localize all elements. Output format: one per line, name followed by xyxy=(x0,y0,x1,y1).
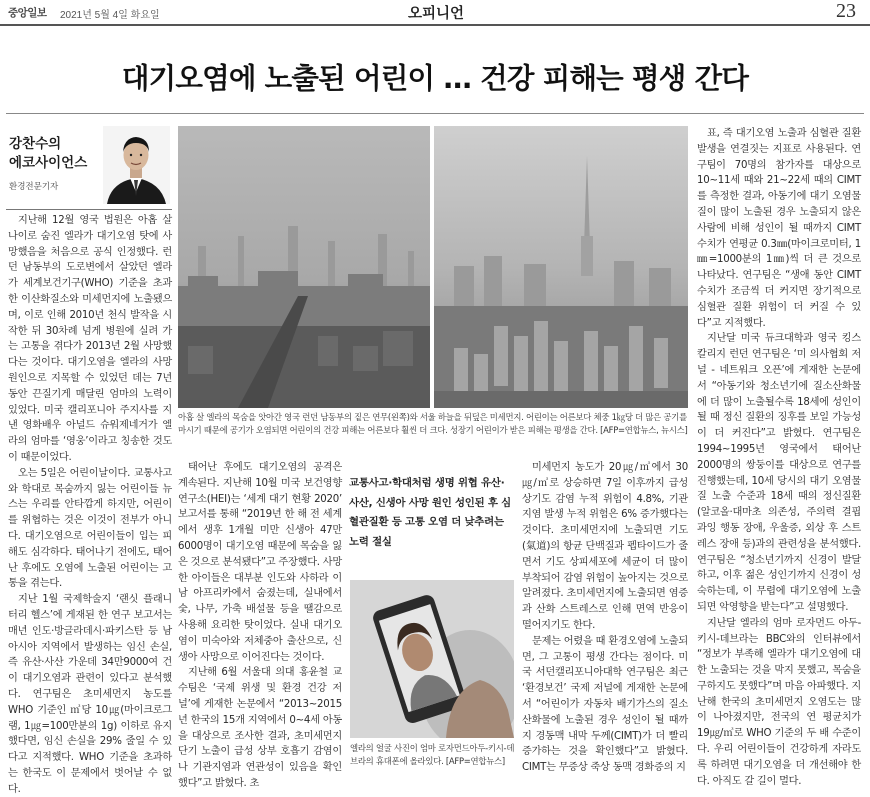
column-name-line1: 강찬수의 xyxy=(9,136,62,152)
column-header-rule xyxy=(6,209,172,210)
headline: 대기오염에 노출된 어린이 … 건강 피해는 평생 간다 xyxy=(121,62,749,95)
paragraph: 지난 1월 국제학술지 ‘랜싯 플래니터리 헬스’에 게재된 한 연구 보고서는 매년 인도·방글라데시·파키스탄 등 남아시아 지역에서 발생하는 임신 손실, 즉 유산·사산 가운데 34만9000여 건이 대기오염과 관련이 있다고 분석했다. 연구팀은 초미세먼지 농도를 WHO 기준인 ㎥당 10㎍(마이크로그램, 1㎍=100만분의 1g) 이하로 유지했다면, 임신 손실을 29% 줄일 수 있다고 지적했다. WHO 기준을 초과하는 한국도 이 문제에서 벗어날 수 없다. xyxy=(8,594,172,795)
paragraph: 지난달 엘라의 엄마 로자먼드 아두-키시-데브라는 BBC와의 인터뷰에서 “정보가 부족해 엘라가 대기오염에 대한 노출되는 것을 막지 못했고, 목숨을 구하지도 못했다”며 마음 아파했다. 지난해 한국의 초미세먼지 오염도는 많이 나아졌지만, 전국의 연 평균치가 19㎍/㎥로 WHO 기준의 두 배 수준이다. 우리 어린이들이 건강하게 자라도록 하려면 대기오염을 더 개선해야 한다. 아직도 갈 길이 멀다. xyxy=(697,617,861,787)
hazy-seoul-skyline-photo xyxy=(434,126,688,408)
section-title: 오피니언 xyxy=(408,6,465,22)
paragraph: 지난달 미국 듀크대학과 영국 킹스칼리지 런던 연구팀은 ‘미 의사협회 저널 - 네트워크 오픈’에 게재한 논문에서 “아동기와 청소년기에 질소산화물에 더 많이 노출될수록 18세에 성인이 될 때 정신 질환의 징후를 보일 가능성이 더 커진다”고 밝혔다. 연구팀은 1994~1995년 영국에서 태어난 2000명의 쌍둥이를 대상으로 연구를 진행했는데, 10세 당시의 대기 오염물질 노출 수준과 18세 때의 정신질환(알코올·대마초 의존성, 주의력 결핍 과잉 행동 장애, 우울증, 외상 후 스트레스 장애 등)과의 관련성을 분석했다. 연구팀은 “청소년기까지 신경이 발달하고, 이후 젊은 성인기까지 신경이 성숙하는데, 이 무렵에 대기오염에 노출되면 악영향을 받는다”고 설명했다. xyxy=(697,333,861,613)
photo-caption: 엘라의 얼굴 사진이 엄마 로자먼드아두-키시-데브라의 휴대폰에 올라있다. [AFP=연합뉴스] xyxy=(350,743,515,766)
hazy-london-skyline-photo xyxy=(178,126,430,408)
paragraph: 표, 즉 대기오염 노출과 심혈관 질환 발생을 연결짓는 지표로 사용된다. 연구팀이 70명의 참가자를 대상으로 10~11세 때와 21~22세 때의 CIMT를 측정한 결과, 아동기에 대기 오염물질이 많이 노출된 경우 노출되지 않은 사람에 비해 성인이 될 때까지 CIMT 수치가 연평균 0.3㎜(마이크로미터, 1㎜=1000분의 1㎜)씩 더 큰 것으로 나타났다. 연구팀은 “생애 동안 CIMT 수치가 조금씩 더 커지면 장기적으로 심혈관 질환 위험이 더 커질 수 있다”고 지적했다. xyxy=(697,128,861,329)
phone-with-portrait-photo xyxy=(350,580,514,738)
article-column-1 xyxy=(8,213,172,797)
columnist-role: 환경전문기자 xyxy=(9,182,59,192)
paragraph: 태어난 후에도 대기오염의 공격은 계속된다. 지난해 10월 미국 보건영향연구소(HEI)는 ‘세계 대기 현황 2020’ 보고서를 통해 “2019년 한 해 전 세계에서 생후 1개월 미만 신생아 47만6000명이 대기오염 때문에 목숨을 잃은 것으로 분석됐다”고 주장했다. 사망한 아이들은 대부분 인도와 사하라 이남 아프리카에서 숨졌는데, 실내에서 숯, 나무, 가축 배설물 등을 땔감으로 사용해 요리한 탓이었다. 실내 대기오염이 미숙아와 저체중아 출산으로, 신생아 사망으로 이어진다는 것이다. xyxy=(178,462,342,663)
newspaper-logo: 중앙일보 xyxy=(8,7,47,19)
paragraph: 문제는 어렸을 때 환경오염에 노출되면, 그 고통이 평생 간다는 점이다. 미국 서던캘리포니아대학 연구팀은 최근 ‘환경보건’ 국제 저널에 게재한 논문에서 “어린이가 자동차 배기가스의 질소산화물에 노출된 경우 성인이 될 때까지 경동맥 내막 두께(CIMT)가 더 빨리 증가하는 것을 확인했다”고 밝혔다. CIMT는 무증상 죽상 동맥 경화증의 지 xyxy=(522,635,688,774)
paragraph: 미세먼지 농도가 20㎍/㎥에서 30㎍/㎥로 상승하면 7일 이후까지 급성 상기도 감염 누적 위험이 4.8%, 기관지염 발생 누적 위험은 6% 증가했다는 것이다. 초미세먼지에 노출되면 기도(氣道)의 항균 단백질과 펩타이드가 줄면서 기도 상피세포에 세균이 더 많이 부착되어 감염 위험이 높아지는 것으로 알려졌다. 초미세먼지에 노출되면 염증과 산화 스트레스로 인해 면역 반응이 떨어지기도 한다. xyxy=(522,462,688,631)
top-rule xyxy=(0,24,870,26)
issue-date: 2021년 5월 4일 화요일 xyxy=(60,10,160,21)
paragraph: 지난해 12월 영국 법원은 아홉 살 나이로 숨진 엘라가 대기오염 탓에 사망했음을 처음으로 공식 인정했다. 런던 남동부의 도로변에서 살았던 엘라가 세계보건기구(WHO) 기준을 초과한 이산화질소와 미세먼지에 노출됐으며, 이로 인해 2010년 천식 발작을 시작한 뒤 30차례 넘게 병원에 실려 가는 고통을 겪다가 2013년 2월 사망했다는 것이다. 대기오염을 엘라의 사망 원인으로 지목할 수 있었던 데는 7년 동안 끈질기게 매달린 엄마의 노력이 있었다. 미국 캘리포니아 주지사를 지낸 영화배우 아널드 슈워제네거가 엘라의 엄마를 ‘영웅’이라고 칭송한 것도 이 때문이었다. xyxy=(8,215,172,463)
article-column-3 xyxy=(522,460,688,776)
column-name-line2: 에코사이언스 xyxy=(9,155,88,171)
headline-rule xyxy=(6,113,864,114)
masthead xyxy=(0,0,870,24)
article-column-2 xyxy=(178,460,342,792)
columnist-portrait-icon xyxy=(103,126,170,204)
paragraph: 오는 5일은 어린이날이다. 교통사고와 학대로 목숨까지 잃는 어린이들 뉴스는 우리를 안타깝게 하지만, 어린이를 위협하는 것은 이것이 전부가 아니다. 대기오염으로 어린이들이 입는 피해도 심각하다. 태어나기 전에도, 태어난 후에도 오염에 노출된 어린이는 고통을 겪는다. xyxy=(8,467,172,590)
photo-caption: 아홉 살 엘라의 목숨을 앗아간 영국 런던 남동부의 짙은 연무(왼쪽)와 서울 하늘을 뒤덮은 미세먼지. 어린이는 어른보다 체중 1㎏당 더 많은 공기를 마시기 때문에 공기가 오염되면 어린이의 건강 피해는 어른보다 훨씬 더 크다. 성장기 어린이가 받은 피해는 평생을 간다. [AFP=연합뉴스, 뉴시스] xyxy=(178,412,688,435)
article-column-4 xyxy=(697,126,861,789)
page-number: 23 xyxy=(836,0,856,22)
pull-quote: 교통사고·학대처럼 생명 위협 유산·사산, 신생아 사망 원인 성인된 후 심혈관질환 등 고통 오염 더 낮추려는 노력 절실 xyxy=(349,477,511,548)
paragraph: 지난해 6월 서울대 의대 홍윤철 교수팀은 ‘국제 위생 및 환경 건강 저널’에 게재한 논문에서 “2013~2015년 한국의 15개 지역에서 0~4세 아동을 대상으로 조사한 결과, 초미세먼지 단기 노출이 급성 상부 호흡기 감염이나 기관지염과 연관성이 있음을 확인했다”고 밝혔다. 초 xyxy=(178,667,342,789)
